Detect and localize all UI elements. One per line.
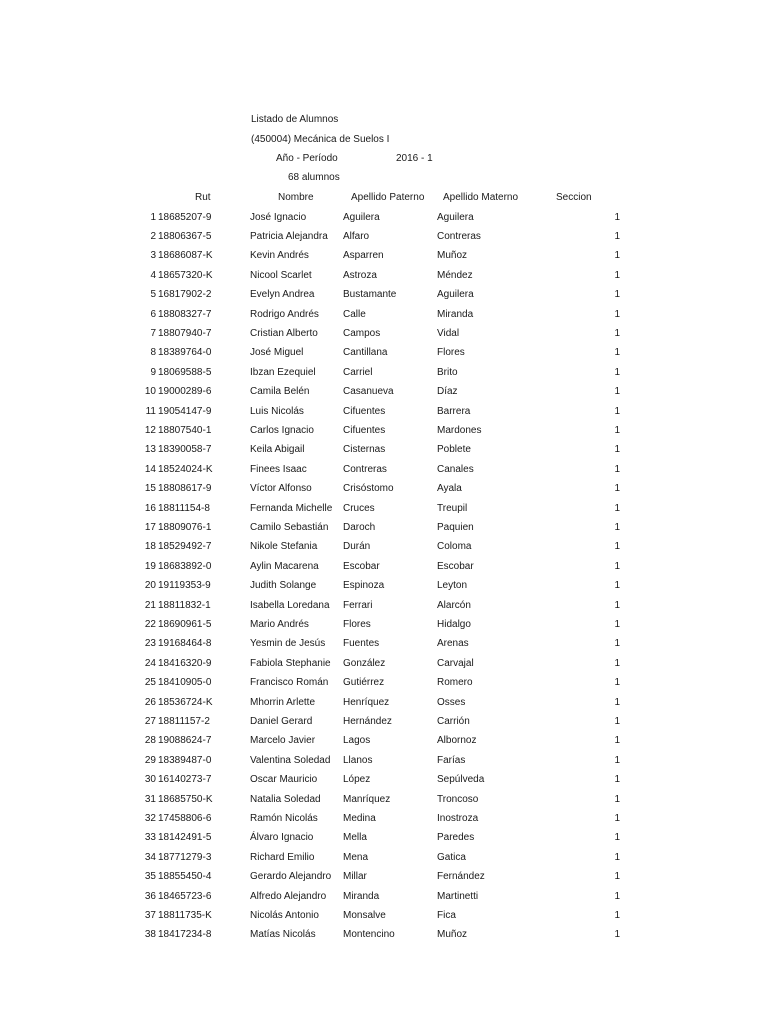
apellido-materno-cell: Brito — [437, 367, 458, 378]
apellido-paterno-cell: Miranda — [343, 891, 380, 902]
table-row — [0, 483, 768, 495]
seccion-cell: 1 — [614, 735, 620, 746]
apellido-paterno-cell: González — [343, 658, 386, 669]
apellido-materno-cell: Fica — [437, 910, 456, 921]
apellido-materno-cell: Hidalgo — [437, 619, 471, 630]
row-number: 33 — [144, 832, 156, 843]
apellido-paterno-cell: Ferrari — [343, 600, 373, 611]
row-number: 28 — [144, 735, 156, 746]
apellido-paterno-cell: Espinoza — [343, 580, 385, 591]
apellido-paterno-cell: Henríquez — [343, 697, 390, 708]
seccion-cell: 1 — [614, 871, 620, 882]
rut-cell: 18657320-K — [158, 270, 213, 281]
seccion-cell: 1 — [614, 328, 620, 339]
table-row — [0, 794, 768, 806]
table-row — [0, 347, 768, 359]
nombre-cell: Keila Abigail — [250, 444, 305, 455]
nombre-cell: Kevin Andrés — [250, 250, 309, 261]
seccion-cell: 1 — [614, 619, 620, 630]
nombre-cell: José Miguel — [250, 347, 304, 358]
apellido-paterno-cell: Lagos — [343, 735, 371, 746]
row-number: 3 — [150, 250, 156, 261]
row-number: 36 — [144, 891, 156, 902]
row-number: 8 — [150, 347, 156, 358]
table-row — [0, 600, 768, 612]
rut-cell: 18811832-1 — [158, 600, 211, 611]
rut-cell: 18855450-4 — [158, 871, 212, 882]
nombre-cell: Ibzan Ezequiel — [250, 367, 316, 378]
row-number: 5 — [150, 289, 156, 300]
rut-cell: 18389764-0 — [158, 347, 212, 358]
row-number: 14 — [144, 464, 156, 475]
rut-cell: 18069588-5 — [158, 367, 212, 378]
apellido-materno-cell: Carrión — [437, 716, 470, 727]
apellido-materno-cell: Poblete — [437, 444, 471, 455]
nombre-cell: Nicolás Antonio — [250, 910, 319, 921]
student-count: 68 alumnos — [288, 172, 340, 183]
nombre-cell: Carlos Ignacio — [250, 425, 314, 436]
seccion-cell: 1 — [614, 638, 620, 649]
rut-cell: 18142491-5 — [158, 832, 212, 843]
seccion-cell: 1 — [614, 677, 620, 688]
nombre-cell: Rodrigo Andrés — [250, 309, 319, 320]
apellido-materno-cell: Carvajal — [437, 658, 474, 669]
table-row — [0, 910, 768, 922]
apellido-materno-cell: Coloma — [437, 541, 472, 552]
apellido-paterno-cell: Carriel — [343, 367, 373, 378]
nombre-cell: Camilo Sebastián — [250, 522, 329, 533]
seccion-cell: 1 — [614, 289, 620, 300]
row-number: 11 — [145, 406, 156, 417]
column-header-apellido-materno: Apellido Materno — [443, 192, 519, 203]
nombre-cell: Fabiola Stephanie — [250, 658, 331, 669]
rut-cell: 18417234-8 — [158, 929, 212, 940]
row-number: 24 — [144, 658, 156, 669]
apellido-paterno-cell: Monsalve — [343, 910, 386, 921]
nombre-cell: Gerardo Alejandro — [250, 871, 332, 882]
apellido-paterno-cell: Aguilera — [343, 212, 380, 223]
nombre-cell: Nicool Scarlet — [250, 270, 312, 281]
table-row — [0, 735, 768, 747]
seccion-cell: 1 — [614, 561, 620, 572]
nombre-cell: Nikole Stefania — [250, 541, 318, 552]
rut-cell: 18806367-5 — [158, 231, 212, 242]
row-number: 13 — [144, 444, 156, 455]
apellido-paterno-cell: Durán — [343, 541, 371, 552]
nombre-cell: Patricia Alejandra — [250, 231, 328, 242]
rut-cell: 18524024-K — [158, 464, 213, 475]
column-header-nombre: Nombre — [278, 192, 314, 203]
rut-cell: 18536724-K — [158, 697, 213, 708]
nombre-cell: Alfredo Alejandro — [250, 891, 327, 902]
apellido-paterno-cell: Mena — [343, 852, 369, 863]
table-row — [0, 425, 768, 437]
nombre-cell: Matías Nicolás — [250, 929, 316, 940]
nombre-cell: José Ignacio — [250, 212, 307, 223]
apellido-materno-cell: Muñoz — [437, 929, 468, 940]
apellido-paterno-cell: Cisternas — [343, 444, 386, 455]
table-row — [0, 716, 768, 728]
apellido-materno-cell: Aguilera — [437, 212, 474, 223]
apellido-materno-cell: Barrera — [437, 406, 471, 417]
apellido-paterno-cell: Montencino — [343, 929, 395, 940]
nombre-cell: Cristian Alberto — [250, 328, 318, 339]
table-row — [0, 755, 768, 767]
table-row — [0, 328, 768, 340]
apellido-materno-cell: Farías — [437, 755, 466, 766]
row-number: 37 — [144, 910, 156, 921]
apellido-materno-cell: Muñoz — [437, 250, 468, 261]
apellido-materno-cell: Vidal — [437, 328, 460, 339]
seccion-cell: 1 — [614, 832, 620, 843]
seccion-cell: 1 — [614, 522, 620, 533]
table-row — [0, 212, 768, 224]
apellido-materno-cell: Paquien — [437, 522, 474, 533]
apellido-paterno-cell: Fuentes — [343, 638, 380, 649]
nombre-cell: Mario Andrés — [250, 619, 309, 630]
rut-cell: 18811154-8 — [158, 503, 210, 514]
column-header-apellido-paterno: Apellido Paterno — [351, 192, 425, 203]
apellido-paterno-cell: Cruces — [343, 503, 375, 514]
apellido-paterno-cell: Hernández — [343, 716, 392, 727]
nombre-cell: Víctor Alfonso — [250, 483, 312, 494]
seccion-cell: 1 — [614, 697, 620, 708]
table-row — [0, 658, 768, 670]
table-row — [0, 871, 768, 883]
row-number: 17 — [144, 522, 156, 533]
table-row — [0, 541, 768, 553]
apellido-materno-cell: Aguilera — [437, 289, 474, 300]
seccion-cell: 1 — [614, 347, 620, 358]
report-title: Listado de Alumnos — [251, 114, 339, 125]
apellido-paterno-cell: Cifuentes — [343, 406, 386, 417]
rut-cell: 18690961-5 — [158, 619, 212, 630]
row-number: 20 — [144, 580, 156, 591]
apellido-materno-cell: Treupil — [437, 503, 468, 514]
row-number: 19 — [144, 561, 156, 572]
course-name: (450004) Mecánica de Suelos I — [251, 134, 390, 145]
row-number: 35 — [144, 871, 156, 882]
apellido-paterno-cell: Casanueva — [343, 386, 394, 397]
apellido-paterno-cell: Asparren — [343, 250, 384, 261]
table-row — [0, 561, 768, 573]
nombre-cell: Mhorrin Arlette — [250, 697, 316, 708]
apellido-paterno-cell: Medina — [343, 813, 376, 824]
row-number: 10 — [144, 386, 156, 397]
table-row — [0, 677, 768, 689]
seccion-cell: 1 — [614, 212, 620, 223]
row-number: 21 — [144, 600, 156, 611]
seccion-cell: 1 — [614, 755, 620, 766]
apellido-paterno-cell: Calle — [343, 309, 366, 320]
nombre-cell: Francisco Román — [250, 677, 329, 688]
nombre-cell: Richard Emilio — [250, 852, 315, 863]
row-number: 15 — [144, 483, 156, 494]
nombre-cell: Evelyn Andrea — [250, 289, 315, 300]
rut-cell: 18808617-9 — [158, 483, 212, 494]
rut-cell: 19000289-6 — [158, 386, 212, 397]
rut-cell: 18809076-1 — [158, 522, 212, 533]
table-row — [0, 891, 768, 903]
row-number: 31 — [144, 794, 156, 805]
seccion-cell: 1 — [614, 600, 620, 611]
rut-cell: 18811735-K — [158, 910, 212, 921]
table-row — [0, 522, 768, 534]
apellido-materno-cell: Méndez — [437, 270, 473, 281]
apellido-materno-cell: Osses — [437, 697, 466, 708]
column-header-seccion: Seccion — [556, 192, 592, 203]
seccion-cell: 1 — [614, 309, 620, 320]
seccion-cell: 1 — [614, 658, 620, 669]
apellido-paterno-cell: Astroza — [343, 270, 377, 281]
apellido-materno-cell: Paredes — [437, 832, 475, 843]
table-row — [0, 503, 768, 515]
row-number: 1 — [150, 212, 156, 223]
table-row — [0, 852, 768, 864]
rut-cell: 18811157-2 — [158, 716, 210, 727]
rut-cell: 16817902-2 — [158, 289, 212, 300]
apellido-materno-cell: Alarcón — [437, 600, 471, 611]
rut-cell: 19119353-9 — [158, 580, 211, 591]
seccion-cell: 1 — [614, 231, 620, 242]
row-number: 22 — [144, 619, 156, 630]
rut-cell: 18416320-9 — [158, 658, 212, 669]
nombre-cell: Isabella Loredana — [250, 600, 330, 611]
row-number: 6 — [150, 309, 156, 320]
apellido-materno-cell: Romero — [437, 677, 473, 688]
seccion-cell: 1 — [614, 503, 620, 514]
table-row — [0, 464, 768, 476]
nombre-cell: Valentina Soledad — [250, 755, 331, 766]
apellido-paterno-cell: Cifuentes — [343, 425, 386, 436]
rut-cell: 18686087-K — [158, 250, 213, 261]
seccion-cell: 1 — [614, 794, 620, 805]
rut-cell: 16140273-7 — [158, 774, 212, 785]
rut-cell: 19054147-9 — [158, 406, 212, 417]
apellido-materno-cell: Martinetti — [437, 891, 479, 902]
rut-cell: 18465723-6 — [158, 891, 212, 902]
nombre-cell: Natalia Soledad — [250, 794, 321, 805]
row-number: 4 — [150, 270, 156, 281]
apellido-materno-cell: Leyton — [437, 580, 468, 591]
seccion-cell: 1 — [614, 891, 620, 902]
seccion-cell: 1 — [614, 483, 620, 494]
rut-cell: 18529492-7 — [158, 541, 212, 552]
apellido-paterno-cell: Llanos — [343, 755, 373, 766]
rut-cell: 19088624-7 — [158, 735, 212, 746]
rut-cell: 18771279-3 — [158, 852, 212, 863]
nombre-cell: Finees Isaac — [250, 464, 307, 475]
apellido-paterno-cell: Campos — [343, 328, 381, 339]
table-row — [0, 444, 768, 456]
table-row — [0, 386, 768, 398]
row-number: 27 — [144, 716, 156, 727]
table-row — [0, 367, 768, 379]
rut-cell: 18807940-7 — [158, 328, 212, 339]
apellido-paterno-cell: Escobar — [343, 561, 380, 572]
seccion-cell: 1 — [614, 250, 620, 261]
row-number: 2 — [150, 231, 156, 242]
nombre-cell: Oscar Mauricio — [250, 774, 318, 785]
table-row — [0, 406, 768, 418]
row-number: 29 — [144, 755, 156, 766]
apellido-paterno-cell: Cantillana — [343, 347, 388, 358]
seccion-cell: 1 — [614, 386, 620, 397]
seccion-cell: 1 — [614, 541, 620, 552]
table-row — [0, 231, 768, 243]
rut-cell: 18808327-7 — [158, 309, 212, 320]
table-row — [0, 638, 768, 650]
apellido-materno-cell: Inostroza — [437, 813, 479, 824]
rut-cell: 18410905-0 — [158, 677, 212, 688]
seccion-cell: 1 — [614, 929, 620, 940]
apellido-materno-cell: Contreras — [437, 231, 481, 242]
seccion-cell: 1 — [614, 774, 620, 785]
table-row — [0, 774, 768, 786]
apellido-materno-cell: Díaz — [437, 386, 458, 397]
table-row — [0, 929, 768, 941]
row-number: 30 — [144, 774, 156, 785]
row-number: 9 — [150, 367, 156, 378]
nombre-cell: Camila Belén — [250, 386, 310, 397]
nombre-cell: Luis Nicolás — [250, 406, 304, 417]
row-number: 26 — [144, 697, 156, 708]
apellido-paterno-cell: Daroch — [343, 522, 376, 533]
table-row — [0, 813, 768, 825]
seccion-cell: 1 — [614, 406, 620, 417]
rut-cell: 18390058-7 — [158, 444, 212, 455]
apellido-materno-cell: Troncoso — [437, 794, 479, 805]
seccion-cell: 1 — [614, 464, 620, 475]
row-number: 25 — [144, 677, 156, 688]
seccion-cell: 1 — [614, 580, 620, 591]
nombre-cell: Judith Solange — [250, 580, 317, 591]
seccion-cell: 1 — [614, 716, 620, 727]
apellido-materno-cell: Escobar — [437, 561, 474, 572]
apellido-materno-cell: Albornoz — [437, 735, 477, 746]
apellido-materno-cell: Flores — [437, 347, 465, 358]
rut-cell: 19168464-8 — [158, 638, 212, 649]
nombre-cell: Ramón Nicolás — [250, 813, 318, 824]
rut-cell: 18683892-0 — [158, 561, 212, 572]
row-number: 23 — [144, 638, 156, 649]
seccion-cell: 1 — [614, 813, 620, 824]
table-row — [0, 250, 768, 262]
rut-cell: 18389487-0 — [158, 755, 212, 766]
rut-cell: 17458806-6 — [158, 813, 212, 824]
nombre-cell: Álvaro Ignacio — [250, 832, 314, 843]
apellido-paterno-cell: Crisóstomo — [343, 483, 394, 494]
table-row — [0, 270, 768, 282]
apellido-materno-cell: Arenas — [437, 638, 469, 649]
apellido-paterno-cell: Flores — [343, 619, 371, 630]
seccion-cell: 1 — [614, 852, 620, 863]
table-row — [0, 697, 768, 709]
rut-cell: 18685750-K — [158, 794, 213, 805]
apellido-paterno-cell: Millar — [343, 871, 367, 882]
apellido-materno-cell: Fernández — [437, 871, 485, 882]
nombre-cell: Daniel Gerard — [250, 716, 313, 727]
rut-cell: 18685207-9 — [158, 212, 212, 223]
apellido-paterno-cell: López — [343, 774, 371, 785]
column-header-rut: Rut — [195, 192, 211, 203]
row-number: 16 — [144, 503, 156, 514]
row-number: 18 — [144, 541, 156, 552]
rut-cell: 18807540-1 — [158, 425, 212, 436]
apellido-paterno-cell: Mella — [343, 832, 367, 843]
apellido-paterno-cell: Gutiérrez — [343, 677, 385, 688]
period-label: Año - Período — [276, 153, 338, 164]
apellido-paterno-cell: Manríquez — [343, 794, 391, 805]
table-row — [0, 832, 768, 844]
apellido-materno-cell: Canales — [437, 464, 474, 475]
period-value: 2016 - 1 — [396, 153, 433, 164]
table-row — [0, 619, 768, 631]
table-row — [0, 289, 768, 301]
apellido-materno-cell: Mardones — [437, 425, 482, 436]
apellido-materno-cell: Miranda — [437, 309, 474, 320]
table-row — [0, 580, 768, 592]
row-number: 38 — [144, 929, 156, 940]
apellido-materno-cell: Ayala — [437, 483, 462, 494]
nombre-cell: Yesmin de Jesús — [250, 638, 326, 649]
seccion-cell: 1 — [614, 425, 620, 436]
apellido-paterno-cell: Bustamante — [343, 289, 397, 300]
row-number: 7 — [150, 328, 156, 339]
nombre-cell: Fernanda Michelle — [250, 503, 333, 514]
seccion-cell: 1 — [614, 367, 620, 378]
table-row — [0, 309, 768, 321]
seccion-cell: 1 — [614, 910, 620, 921]
row-number: 12 — [144, 425, 156, 436]
row-number: 34 — [144, 852, 156, 863]
seccion-cell: 1 — [614, 444, 620, 455]
nombre-cell: Marcelo Javier — [250, 735, 316, 746]
nombre-cell: Aylin Macarena — [250, 561, 319, 572]
row-number: 32 — [144, 813, 156, 824]
apellido-materno-cell: Sepúlveda — [437, 774, 485, 785]
seccion-cell: 1 — [614, 270, 620, 281]
apellido-paterno-cell: Alfaro — [343, 231, 370, 242]
apellido-paterno-cell: Contreras — [343, 464, 387, 475]
apellido-materno-cell: Gatica — [437, 852, 466, 863]
